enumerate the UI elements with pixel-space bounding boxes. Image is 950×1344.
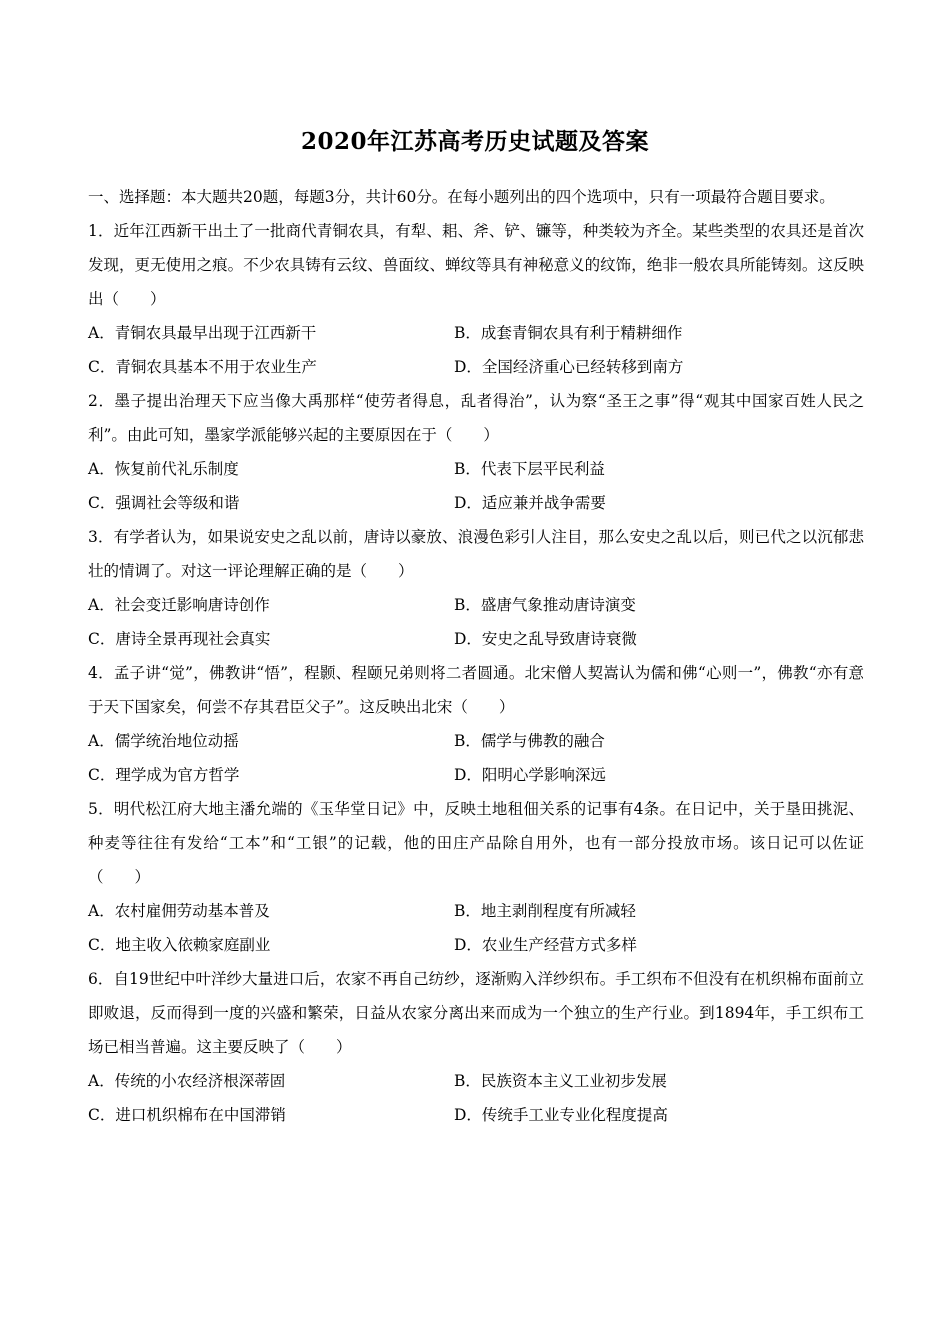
- question-6: [88, 962, 864, 1132]
- option-row: [88, 588, 864, 622]
- option-b: B．地主剥削程度有所减轻: [454, 902, 636, 920]
- option-d: D．安史之乱导致唐诗衰微: [454, 630, 637, 648]
- option-row: [88, 1064, 864, 1098]
- option-row: [88, 622, 864, 656]
- option-a: A．儒学统治地位动摇: [88, 732, 239, 750]
- option-a: A．社会变迁影响唐诗创作: [88, 596, 270, 614]
- question-stem: 3．有学者认为，如果说安史之乱以前，唐诗以豪放、浪漫色彩引人注目，那么安史之乱以后，则已代之以沉郁悲壮的情调了。对这一评论理解正确的是（ ）: [88, 528, 864, 580]
- question-stem: 1．近年江西新干出土了一批商代青铜农具，有犁、耜、斧、铲、镰等，种类较为齐全。某些类型的农具还是首次发现，更无使用之痕。不少农具铸有云纹、兽面纹、蝉纹等具有神秘意义的纹饰，绝非一般农具所能铸刻。这反映出（ ）: [88, 222, 864, 308]
- option-row: [88, 452, 864, 486]
- question-stem: 5．明代松江府大地主潘允端的《玉华堂日记》中，反映土地租佃关系的记事有4条。在日记中，关于垦田挑泥、种麦等往往有发给“工本”和“工银”的记载，他的田庄产品除自用外，也有一部分投放市场。该日记可以佐证（ ）: [88, 800, 864, 886]
- question-stem: 2．墨子提出治理天下应当像大禹那样“使劳者得息，乱者得治”，认为察“圣王之事”得“观其中国家百姓人民之利”。由此可知，墨家学派能够兴起的主要原因在于（ ）: [88, 392, 864, 444]
- option-c: C．强调社会等级和谐: [88, 494, 240, 512]
- option-row: [88, 724, 864, 758]
- question-stem: 4．孟子讲“觉”，佛教讲“悟”，程颢、程颐兄弟则将二者圆通。北宋僧人契嵩认为儒和佛“心则一”，佛教“亦有意于天下国家矣，何尝不存其君臣父子”。这反映出北宋（ ）: [88, 664, 864, 716]
- option-d: D．阳明心学影响深远: [454, 766, 606, 784]
- question-1: [88, 214, 864, 384]
- option-row: [88, 486, 864, 520]
- option-a: A．农村雇佣劳动基本普及: [88, 902, 270, 920]
- question-stem: 6．自19世纪中叶洋纱大量进口后，农家不再自己纺纱，逐渐购入洋纱织布。手工织布不但没有在机织棉布面前立即败退，反而得到一度的兴盛和繁荣，日益从农家分离出来而成为一个独立的生产行业。到1894年，手工织布工场已相当普遍。这主要反映了（ ）: [88, 970, 864, 1056]
- option-row: [88, 894, 864, 928]
- option-d: D．农业生产经营方式多样: [454, 936, 637, 954]
- option-row: [88, 316, 864, 350]
- option-a: A．青铜农具最早出现于江西新干: [88, 324, 317, 342]
- option-a: A．恢复前代礼乐制度: [88, 460, 239, 478]
- option-c: C．青铜农具基本不用于农业生产: [88, 358, 317, 376]
- option-d: D．全国经济重心已经转移到南方: [454, 358, 684, 376]
- option-b: B．成套青铜农具有利于精耕细作: [454, 324, 683, 342]
- option-d: D．传统手工业专业化程度提高: [454, 1106, 668, 1124]
- option-row: [88, 928, 864, 962]
- question-5: [88, 792, 864, 962]
- option-c: C．进口机织棉布在中国滞销: [88, 1106, 286, 1124]
- option-row: [88, 1098, 864, 1132]
- section-intro: 一、选择题：本大题共20题，每题3分，共计60分。在每小题列出的四个选项中，只有一项最符合题目要求。: [88, 188, 835, 206]
- option-b: B．代表下层平民利益: [454, 460, 605, 478]
- option-c: C．唐诗全景再现社会真实: [88, 630, 271, 648]
- question-3: [88, 520, 864, 656]
- option-c: C．理学成为官方哲学: [88, 766, 240, 784]
- page-title: 2020年江苏高考历史试题及答案: [300, 128, 649, 155]
- option-d: D．适应兼并战争需要: [454, 494, 606, 512]
- option-b: B．儒学与佛教的融合: [454, 732, 605, 750]
- option-b: B．盛唐气象推动唐诗演变: [454, 596, 636, 614]
- option-a: A．传统的小农经济根深蒂固: [88, 1072, 286, 1090]
- option-row: [88, 758, 864, 792]
- option-c: C．地主收入依赖家庭副业: [88, 936, 271, 954]
- question-4: [88, 656, 864, 792]
- option-row: [88, 350, 864, 384]
- option-b: B．民族资本主义工业初步发展: [454, 1072, 667, 1090]
- question-2: [88, 384, 864, 520]
- exam-content: [88, 180, 864, 1132]
